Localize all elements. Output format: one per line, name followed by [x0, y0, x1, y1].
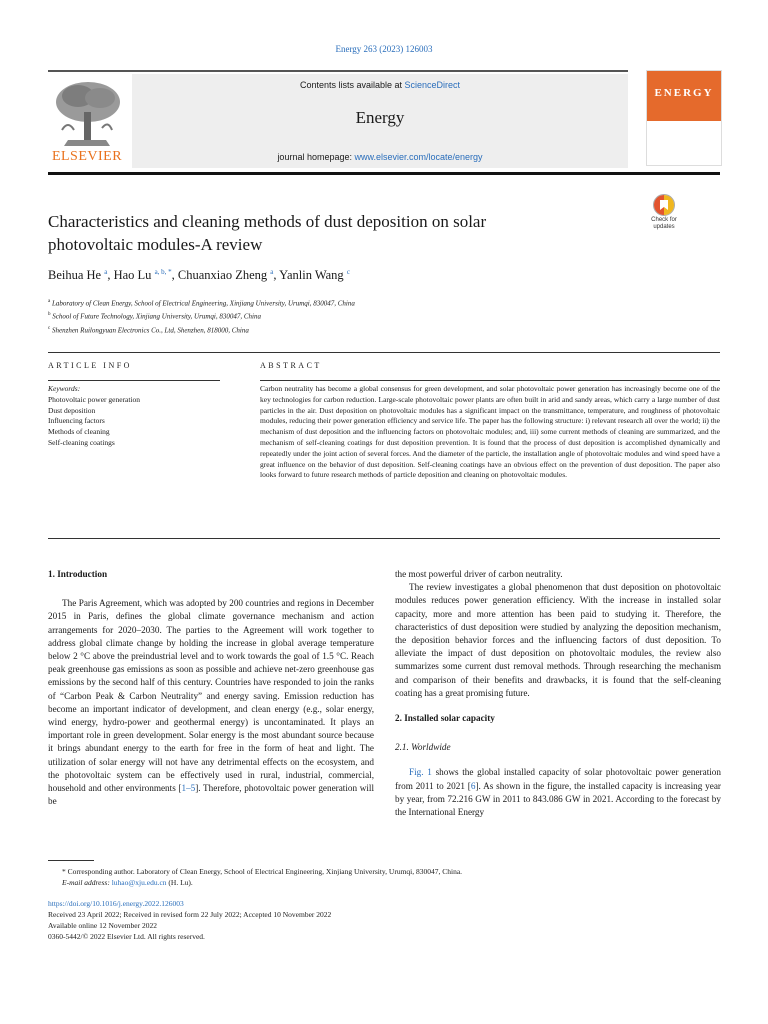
article-info-heading: ARTICLE INFO	[48, 361, 132, 370]
subsection-heading: 2.1. Worldwide	[395, 742, 451, 753]
affiliation-item: $^c$ Shenzhen Ruilongyuan Electronics Co., Ltd, Shenzhen, 818000, China	[48, 325, 249, 334]
author-name[interactable]: Hao Lu	[113, 268, 152, 283]
body-paragraph: Fig. 1 shows the global installed capacity of solar photovoltaic power generation from 2011 to 2021 [6]. As shown in the figure, the installed capacity is increasing year by year, from 72.216 GW in 2011 to 843.086 GW in 2021. According to the forecast by the International Energy	[395, 767, 721, 818]
header-bottom-rule	[48, 172, 720, 175]
author-affiliation-marker[interactable]: c	[346, 268, 350, 276]
keyword-item: Influencing factors	[48, 416, 105, 426]
citation-link[interactable]: 1–5	[181, 783, 196, 794]
figure-link[interactable]: Fig. 1	[409, 767, 432, 778]
email-note: E-mail address: luhao@xju.edu.cn (H. Lu).	[62, 878, 193, 887]
header-top-rule	[48, 70, 628, 72]
author-name[interactable]: Yanlin Wang	[279, 268, 344, 283]
journal-reference-link[interactable]: Energy 263 (2023) 126003	[335, 44, 433, 54]
keywords-label: Keywords:	[48, 384, 81, 393]
body-paragraph: the most powerful driver of carbon neutrality.	[395, 569, 563, 579]
keyword-item: Methods of cleaning	[48, 427, 110, 437]
doi-link[interactable]: https://doi.org/10.1016/j.energy.2022.126003	[48, 899, 184, 908]
article-info-rule	[48, 380, 220, 381]
body-paragraph: The review investigates a global phenomenon that dust deposition on photovoltaic modules reduces power generation efficiency. With the increase in installed solar capacity, more and more attention has been paid to studying it. Therefore, the characteristics of dust deposition were studied by analyzing the deposition mechanism, the deposition behavior forces and the influencing factors of dust deposition. To alleviate the impact of dust deposition on photovoltaic modules, the review also summarizes some current dust removal methods. Through researching the mechanism and comparison of their benefits and drawbacks, it is found that the self-cleaning coating has a great promising future.	[395, 582, 721, 698]
body-column-right	[395, 568, 721, 819]
footnotes	[48, 866, 728, 888]
author-affiliation-marker[interactable]: a, b, *	[154, 268, 172, 276]
abstract-bottom-rule	[48, 538, 720, 539]
journal-title: Energy	[355, 108, 405, 127]
contents-available	[132, 80, 628, 90]
body-paragraph: The Paris Agreement, which was adopted by 200 countries and regions in December 2015 in Paris, defines the global climate governance mechanism and action arrangements for 2020–2030. The parties to the Agreement will work together to address global climate change by holding the increase in global average temperature below 2 °C above the preindustrial level and to work towards the goal of 1.5 °C. Reach peak greenhouse gas emissions as soon as possible and achieve net-zero greenhouse gas emissions by the second half of this century. Countries have responded to join the ranks of “Carbon Peak & Carbon Neutrality” and energy saving. Emission reduction has become an important indicator of development, and clean energy (e.g., solar energy, wind energy, hydro-power and geothermal energy) is uncontaminated. It plays an important role in green development. Solar energy is the most abundant source because it brings abundant energy to the earth for free in the form of heat and light. The utilization of solar energy will not have any detrimental effects on the ecosystem, and the photovoltaic system can be effectively used in rural, industrial, commercial, household and other environments [1–5]. Therefore, photovoltaic power generation will be	[48, 598, 375, 807]
check-for-updates-badge[interactable]	[646, 194, 682, 232]
abstract-heading: ABSTRACT	[260, 361, 322, 370]
journal-homepage	[132, 152, 628, 162]
corresponding-author-note: * Corresponding author. Laboratory of Clean Energy, School of Electrical Engineering, Xinjiang University, Urumqi, 830047, China.	[62, 867, 463, 876]
affiliation-list	[48, 296, 628, 336]
check-for-updates-label: Check for updates	[651, 217, 677, 230]
received-dates: Received 23 April 2022; Received in revised form 22 July 2022; Accepted 10 November 2022	[48, 910, 332, 919]
elsevier-wordmark: ELSEVIER	[51, 149, 123, 164]
available-online: Available online 12 November 2022	[48, 921, 157, 930]
abstract-text: Carbon neutrality has become a global consensus for green development, and solar photovoltaic power generation has increasingly become one of the key technologies for carbon reduction. Large-scale photovoltaic power plants are often built in arid and sandy areas, which carry a large number of dust particles in the air. Dust deposition on photovoltaic modules has a significant impact on the transmittance, temperature, and roughness of photovoltaic modules, reducing their power generation efficiency and service life. The paper has the following structure: i) relevant research all over the world; ii) the mechanism of dust deposition and the influencing factors on photovoltaic modules; and, iii) some current methods of cleaning are summarized, and the mechanism of self-cleaning coatings for dust deposition prevention. It is found that the process of dust deposition is accomplished dynamically and repeatedly under the joint action of several forces. And the diameter of the particle, the installation angle of photovoltaic modules and wind speed have a great influence on the behavior of dust deposition. Self-cleaning coatings have an obvious effect on the prevention of dust deposition. The paper also looks forward to future research methods of particle deposition and cleaning on photovoltaic modules.	[260, 384, 720, 480]
publication-info	[48, 898, 728, 942]
sciencedirect-link[interactable]: ScienceDirect	[404, 80, 461, 90]
author-affiliation-marker[interactable]: a	[104, 268, 108, 276]
footnote-rule	[48, 860, 94, 861]
keyword-item: Self-cleaning coatings	[48, 437, 115, 447]
affiliation-item: $^a$ Laboratory of Clean Energy, School of Electrical Engineering, Xinjiang University, Urumqi, 830047, China	[48, 299, 355, 308]
contents-prefix: Contents lists available at	[299, 80, 405, 90]
check-for-updates-icon	[653, 194, 675, 216]
section-heading: 2. Installed solar capacity	[395, 713, 495, 724]
email-link[interactable]: luhao@xju.edu.cn	[111, 878, 167, 887]
author-name[interactable]: Chuanxiao Zheng	[177, 268, 268, 283]
journal-cover-thumbnail[interactable]	[646, 70, 722, 166]
homepage-label: journal homepage:	[277, 152, 355, 162]
paper-title-line-1: Characteristics and cleaning methods of dust deposition on solar	[48, 212, 487, 231]
author-affiliation-marker[interactable]: a	[270, 268, 274, 276]
abstract-rule	[260, 380, 720, 381]
author-list: Beihua He $^a$, Hao Lu $^{a, b, *}$, Chuanxiao Zheng $^a$, Yanlin Wang $^c$	[48, 268, 350, 283]
section-heading: 1. Introduction	[48, 569, 108, 579]
article-info-top-rule	[48, 352, 720, 353]
keyword-item: Dust deposition	[48, 405, 96, 415]
keyword-item: Photovoltaic power generation	[48, 394, 141, 404]
cover-title: ENERGY	[654, 87, 714, 99]
paper-title-line-2: photovoltaic modules-A review	[48, 235, 263, 254]
keywords-block	[48, 384, 220, 449]
affiliation-item: $^b$ School of Future Technology, Xinjiang University, Urumqi, 830047, China	[48, 312, 261, 321]
copyright: 0360-5442/© 2022 Elsevier Ltd. All rights reserved.	[48, 932, 205, 941]
author-name[interactable]: Beihua He	[48, 268, 102, 283]
body-column-left	[48, 568, 374, 808]
journal-reference[interactable]	[0, 44, 768, 54]
citation-link[interactable]: 6	[470, 780, 476, 791]
homepage-link[interactable]: www.elsevier.com/locate/energy	[354, 152, 483, 162]
paper-title	[48, 210, 628, 256]
